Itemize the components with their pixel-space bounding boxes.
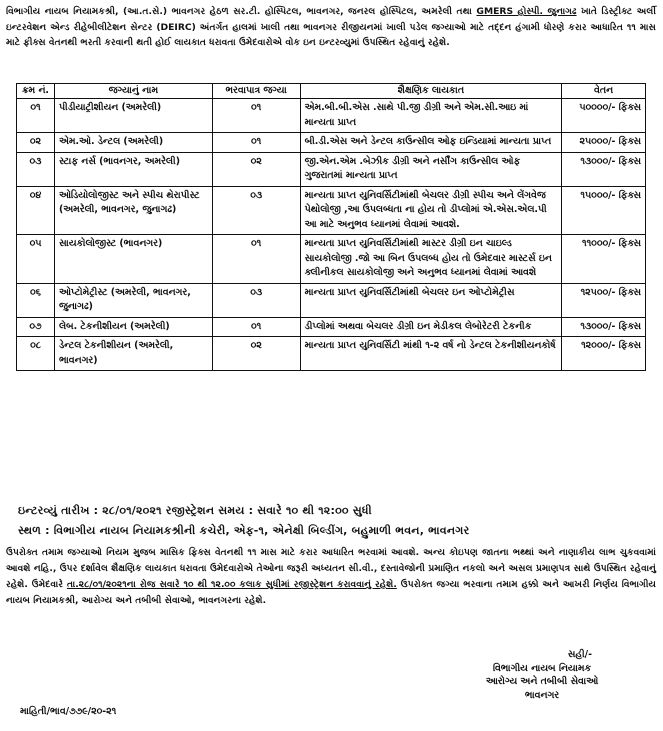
row-salary: ૧૨૫૦૦/- ફિક્સ [562,283,646,317]
signatory-location: ભાવનગર [524,689,560,701]
header-salary: વેતન [562,84,646,99]
intro-text-2: ખાતે ડિસ્ટ્રીક્ટ અર્લી ઇન્ટરવેશન એન્ડ રીહેબીલીટેશન સેન્ટર (DEIRC) અંતર્ગત હાલમાં ખાલી તથા ભાવનગર રીજીયનમાં ખાલી પડેલ જગ્યાઓ માટે તદ્દન હંગામી ધોરણે કરાર આધારિત ૧૧ માસ માટે ફીક્સ વેતનથી ભરતી કરવાની થતી હોઈ લાયકાત ધરાવતા ઉમેદવારોએ વોક ઇન ઇન્ટરવ્યુમાં ઉપસ્થિત રહેવાનું રહેશે. [6,6,656,48]
table-row [17,337,646,371]
signatory-department: આરોગ્ય અને તબીબી સેવાઓ [485,676,599,687]
table-row [17,317,646,337]
row-vacancy-count: ૦૧ [212,99,300,133]
row-salary: ૫૦૦૦૦/- ફિક્સ [562,99,646,133]
row-serial: ૦૭ [17,317,55,337]
terms-text-2: ઉપરોક્ત જગ્યા ભરવાના તમામ હક્કો અને આખરી નિર્ણય વિભાગીય નાયબ નિયામકશ્રી, આરોગ્ય અને તબીબી સેવાઓ, ભાવનગરના રહેશે. [6,579,657,606]
row-serial: ૦૫ [17,235,55,284]
table-row [17,283,646,317]
row-serial: ૦૪ [17,186,55,235]
row-post-name: લેબ. ટેકનીશીયન (અમરેલી) [54,317,212,337]
row-post-name: સાયકોલોજીસ્ટ (ભાવનગર) [54,235,212,284]
intro-text-1: વિભાગીય નાયબ નિયામકશ્રી, (આ.ત.સે.) ભાવનગર હેઠળ સર.ટી. હોસ્પિટલ, ભાવનગર, જનરલ હોસ્પિટલ, અમરેલી તથા [6,6,477,17]
registration-deadline: તા.૨૮/૦૧/૨૦૨૧ના રોજ સવારે ૧૦ થી ૧૨.૦૦ કલાક સુધીમાં રજીસ્ટ્રેશન કરાવવાનું રહેશે. [66,579,397,590]
row-serial: ૦૮ [17,337,55,371]
row-post-name: પીડીયાટ્રીશીયન (અમરેલી) [54,99,212,133]
row-post-name: ઓપ્ટોમેટ્રીસ્ટ (અમરેલી, ભાવનગર, જુનાગઢ) [54,283,212,317]
row-vacancy-count: ૦૧ [212,317,300,337]
intro-paragraph [6,4,656,51]
row-qualification: બી.ડી.એસ અને ડેન્ટલ કાઉન્સીલ ઓફ ઇન્ડિયામાં માન્યતા પ્રાપ્ત [300,133,562,153]
signatory-title: વિભાગીય નાયબ નિયામક [492,662,592,674]
row-salary: ૧૫૦૦૦/- ફિક્સ [562,186,646,235]
row-post-name: એમ.ઓ. ડેન્ટલ (અમરેલી) [54,133,212,153]
row-qualification: માન્યતા પ્રાપ્ત યુનિવર્સિટીમાંથી બેચલર ઇન ઓપ્ટોમેટ્રીસ [300,283,562,317]
row-qualification: એમ.બી.બી.એસ .સાથે પી.જી ડીગ્રી અને એમ.સી.આઇ માં માન્યતા પ્રાપ્ત [300,99,562,133]
interview-date-line: ઇન્ટરવ્યું તારીખ : ૨૮/૦૧/૨૦૨૧ રજીસ્ટ્રેશન સમય : સવારે ૧૦ થી ૧૨:૦૦ સુધી [18,504,372,517]
header-vacancy-count: ભરવાપાત્ર જગ્યા [212,84,300,99]
interview-place-line: સ્થળ : વિભાગીય નાયબ નિયામકશ્રીની કચેરી, એફ-૧, એનેક્ષી બિલ્ડીંગ, બહુમાળી ભવન, ભાવનગર [18,524,470,537]
row-qualification: માન્યતા પ્રાપ્ત યુનિવર્સિટી માંથી ૧-૨ વર્ષ નો ડેન્ટલ ટેકનીશીયનકોર્ષ [300,337,562,371]
vacancy-table [16,83,646,371]
row-salary: ૧૧૦૦૦/- ફિક્સ [562,235,646,284]
row-salary: ૧૩૦૦૦/- ફિક્સ [562,317,646,337]
row-qualification: ડીપ્લોમાં અથવા બેચલર ડીગ્રી ઇન મેડીકલ લેબોરેટરી ટેકનીક [300,317,562,337]
signature-block [432,648,652,702]
row-post-name: ઓડિયોલોજીસ્ટ અને સ્પીચ થેરાપીસ્ટ (અમરેલી, ભાવનગર, જુનાગઢ) [54,186,212,235]
table-row [17,152,646,186]
signature-mark: સહી/- [567,649,592,660]
row-vacancy-count: ૦૧ [212,133,300,153]
row-post-name: સ્ટાફ નર્સ (ભાવનગર, અમરેલી) [54,152,212,186]
row-salary: ૧૨૦૦૦/- ફિક્સ [562,337,646,371]
row-vacancy-count: ૦૨ [212,337,300,371]
row-qualification: જી.એન.એમ .બેઝીક ડીગ્રી અને નર્સીંગ કાઉન્સીલ ઓફ ગુજરાતમાં માન્યતા પ્રાપ્ત [300,152,562,186]
table-row [17,99,646,133]
row-serial: ૦૧ [17,99,55,133]
row-qualification: માન્યતા પ્રાપ્ત યુનિવર્સિટીમાંથી માસ્ટર ડીગ્રી ઇન ચાઇલ્ડ સાયકોલોજી .જો આ બિન ઉપલબ્ધ હોય તો ઉમેદવાર માસ્ટર્સ ઇન ક્લીનીકલ સાયકોલોજી અને અનુભવ ધ્યાનમાં લેવામાં આવશે [300,235,562,284]
table-header-row [17,84,646,99]
table-row [17,186,646,235]
row-vacancy-count: ૦૧ [212,235,300,284]
header-post-name: જગ્યાનું નામ [54,84,212,99]
row-serial: ૦૨ [17,133,55,153]
reference-number: માહિતી/ભાવ/૭૭૯/૨૦-૨૧ [20,706,117,717]
row-post-name: ડેન્ટલ ટેકનીશીયન (અમરેલી, ભાવનગર) [54,337,212,371]
terms-text-1: ઉપરોક્ત તમામ જગ્યાઓ નિયમ મુજબ માસિક ફિક્સ વેતનથી ૧૧ માસ માટે કરાર આધારિત ભરવામાં આવશે. અન્ય કોઇપણ જાતના ભથ્થાં અને નાણાકીય લાભ ચુકવવામાં આવશે નહિ., ઉપર દર્શાવેલ શૈક્ષણિક લાયકાત ધરાવતા ઉમેદવારોએ તેઓના જરૂરી અધ્યતન સી.વી., દસ્તાવેજોની પ્રમાણિત નકલો અને અસલ પ્રમાણપત્ર સાથે ઉપસ્થિત રહેવાનું રહેશે. ઉમેદવારે [6,547,656,590]
row-qualification: માન્યતા પ્રાપ્ત યુનિવર્સિટીમાંથી બેચલર ડીગ્રી સ્પીચ અને લેંગવેજ પેથોલોજી ,આ ઉપલબ્ધતા ના હોય તો ડીપ્લોમાં એ.એસ.એલ.પી આ માટે અનુભવ ધ્યાનમાં લેવામાં આવશે. [300,186,562,235]
row-vacancy-count: ૦૨ [212,152,300,186]
row-vacancy-count: ૦૩ [212,186,300,235]
row-salary: ૧૩૦૦૦/- ફિક્સ [562,152,646,186]
row-serial: ૦૬ [17,283,55,317]
header-qualification: શૈક્ષણિક લાયકાત [300,84,562,99]
terms-paragraph [6,545,656,609]
intro-gmers: GMERS હોસ્પી. જુનાગઢ [476,6,577,17]
header-serial: ક્રમ નં. [17,84,55,99]
row-vacancy-count: ૦૩ [212,283,300,317]
row-salary: ૨૫૦૦૦/- ફિક્સ [562,133,646,153]
table-row [17,235,646,284]
row-serial: ૦૩ [17,152,55,186]
table-row [17,133,646,153]
